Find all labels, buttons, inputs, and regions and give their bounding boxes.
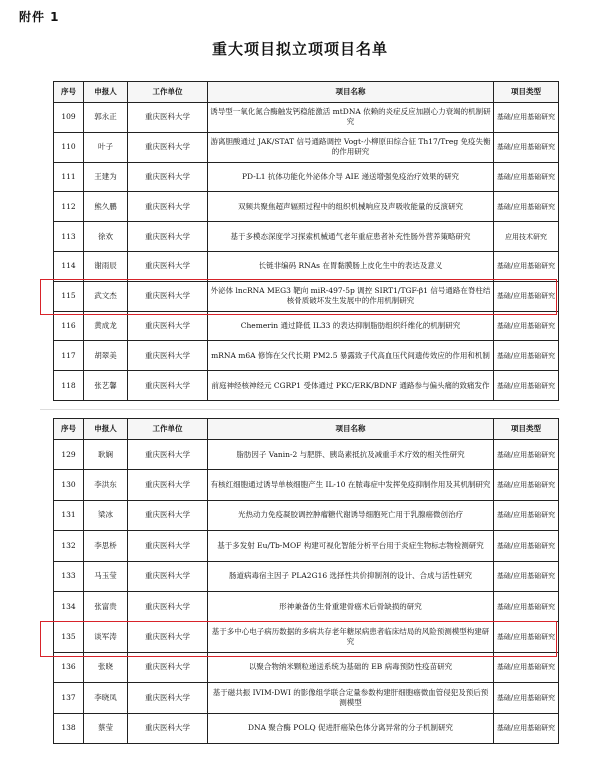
cell-number: 132 [54, 531, 84, 561]
cell-project-type: 基础/应用基础研究 [494, 561, 559, 591]
cell-unit: 重庆医科大学 [128, 683, 208, 713]
cell-unit: 重庆医科大学 [128, 591, 208, 621]
cell-project-name: mRNA m6A 修饰在父代长期 PM2.5 暴露致子代高血压代间遗传效应的作用和机制 [208, 341, 494, 371]
cell-project-name: 基于多模态深度学习探索机械通气老年重症患者补充性肠外营养策略研究 [208, 222, 494, 252]
cell-project-type: 基础/应用基础研究 [494, 341, 559, 371]
cell-applicant: 张晓 [84, 652, 128, 682]
table-row [54, 591, 559, 621]
cell-applicant: 徐欢 [84, 222, 128, 252]
cell-applicant: 谢雨辰 [84, 251, 128, 281]
table-row [54, 162, 559, 192]
cell-unit: 重庆医科大学 [128, 311, 208, 341]
table-header-row [54, 82, 559, 103]
cell-project-name: 基于磁共振 IVIM-DWI 的影像组学联合定量参数构建肝细胞癌微血管侵犯及预后预测模型 [208, 683, 494, 713]
cell-number: 109 [54, 103, 84, 133]
col-header-applicant: 申报人 [84, 419, 128, 440]
cell-project-name: 长链非编码 RNAs 在胃黏膜肠上皮化生中的表达及意义 [208, 251, 494, 281]
cell-applicant: 郭永正 [84, 103, 128, 133]
table-row [54, 561, 559, 591]
cell-unit: 重庆医科大学 [128, 132, 208, 162]
col-header-unit: 工作单位 [128, 419, 208, 440]
cell-project-name: 有核红细胞通过诱导单核细胞产生 IL-10 在脓毒症中发挥免疫抑制作用及其机制研究 [208, 470, 494, 500]
table-row [54, 622, 559, 652]
cell-number: 131 [54, 500, 84, 530]
cell-unit: 重庆医科大学 [128, 222, 208, 252]
cell-project-name: 以聚合物纳米颗粒递送系统为基础的 EB 病毒预防性疫苗研究 [208, 652, 494, 682]
cell-project-type: 基础/应用基础研究 [494, 531, 559, 561]
cell-applicant: 马玉莹 [84, 561, 128, 591]
cell-applicant: 叶子 [84, 132, 128, 162]
cell-applicant: 梁冰 [84, 500, 128, 530]
cell-project-name: 游离胆酸通过 JAK/STAT 信号通路调控 Vogt-小柳原田综合征 Th17/Treg 免疫失衡的作用研究 [208, 132, 494, 162]
table-row [54, 652, 559, 682]
cell-unit: 重庆医科大学 [128, 713, 208, 743]
cell-project-type: 基础/应用基础研究 [494, 281, 559, 311]
cell-applicant: 谈军涛 [84, 622, 128, 652]
cell-project-type: 基础/应用基础研究 [494, 440, 559, 470]
cell-number: 135 [54, 622, 84, 652]
table-row [54, 103, 559, 133]
cell-project-name: 脂肪因子 Vanin-2 与肥胖、胰岛素抵抗及减重手术疗效的相关性研究 [208, 440, 494, 470]
cell-unit: 重庆医科大学 [128, 192, 208, 222]
cell-unit: 重庆医科大学 [128, 531, 208, 561]
cell-number: 136 [54, 652, 84, 682]
cell-project-name: PD-L1 抗体功能化外泌体介导 AIE 递送增强免疫治疗效果的研究 [208, 162, 494, 192]
cell-number: 118 [54, 371, 84, 401]
cell-project-name: 诱导型一氧化氮合酶触发钙稳能激活 mtDNA 依赖的炎症反应加剧心力衰竭的机制研究 [208, 103, 494, 133]
col-header-no: 序号 [54, 82, 84, 103]
cell-unit: 重庆医科大学 [128, 251, 208, 281]
cell-unit: 重庆医科大学 [128, 162, 208, 192]
table-row [54, 500, 559, 530]
table-row [54, 192, 559, 222]
cell-project-type: 基础/应用基础研究 [494, 251, 559, 281]
cell-applicant: 李思桥 [84, 531, 128, 561]
cell-project-type: 基础/应用基础研究 [494, 500, 559, 530]
cell-project-type: 基础/应用基础研究 [494, 683, 559, 713]
cell-unit: 重庆医科大学 [128, 622, 208, 652]
col-header-type: 项目类型 [494, 82, 559, 103]
cell-project-name: 双频共聚焦超声辐照过程中的组织机械响应及声吸收能量的反演研究 [208, 192, 494, 222]
cell-number: 111 [54, 162, 84, 192]
cell-project-name: DNA 聚合酶 POLQ 促进肝癌染色体分离异常的分子机制研究 [208, 713, 494, 743]
table-row [54, 470, 559, 500]
table-row [54, 531, 559, 561]
table-row [54, 371, 559, 401]
cell-project-type: 基础/应用基础研究 [494, 162, 559, 192]
col-header-unit: 工作单位 [128, 82, 208, 103]
cell-unit: 重庆医科大学 [128, 440, 208, 470]
cell-number: 117 [54, 341, 84, 371]
cell-project-name: 基于多发射 Eu/Tb-MOF 构建可视化智能分析平台用于炎症生物标志物检测研究 [208, 531, 494, 561]
cell-project-name: 基于多中心电子病历数据的多病共存老年糖尿病患者临床结局的风险预测模型构建研究 [208, 622, 494, 652]
cell-project-name: 光热动力免疫凝胶调控肿瘤糖代谢诱导细胞死亡用于乳腺癌微创治疗 [208, 500, 494, 530]
cell-number: 134 [54, 591, 84, 621]
cell-applicant: 李晓凤 [84, 683, 128, 713]
cell-number: 129 [54, 440, 84, 470]
cell-applicant: 蔡莹 [84, 713, 128, 743]
cell-applicant: 黄成龙 [84, 311, 128, 341]
cell-project-type: 基础/应用基础研究 [494, 311, 559, 341]
cell-project-type: 基础/应用基础研究 [494, 470, 559, 500]
col-header-project: 项目名称 [208, 419, 494, 440]
table-row [54, 683, 559, 713]
cell-project-name: 肠道病毒宿主因子 PLA2G16 选择性共价抑制剂的设计、合成与活性研究 [208, 561, 494, 591]
cell-project-type: 基础/应用基础研究 [494, 591, 559, 621]
attachment-label: 附件 1 [19, 10, 60, 24]
cell-project-type: 基础/应用基础研究 [494, 371, 559, 401]
cell-applicant: 武文杰 [84, 281, 128, 311]
cell-project-name: 前庭神经核神经元 CGRP1 受体通过 PKC/ERK/BDNF 通路参与偏头痛的致痛发作 [208, 371, 494, 401]
cell-number: 110 [54, 132, 84, 162]
cell-applicant: 胡翠美 [84, 341, 128, 371]
table-row [54, 311, 559, 341]
cell-number: 130 [54, 470, 84, 500]
cell-unit: 重庆医科大学 [128, 281, 208, 311]
cell-project-type: 基础/应用基础研究 [494, 132, 559, 162]
cell-project-name: 外泌体 lncRNA MEG3 靶向 miR-497-5p 调控 SIRT1/TGF-β1 信号通路在脊柱结核骨质破坏发生发展中的作用机制研究 [208, 281, 494, 311]
table-row [54, 222, 559, 252]
cell-applicant: 王建为 [84, 162, 128, 192]
cell-applicant: 张艺馨 [84, 371, 128, 401]
cell-project-type: 基础/应用基础研究 [494, 192, 559, 222]
cell-number: 114 [54, 251, 84, 281]
cell-project-type: 基础/应用基础研究 [494, 713, 559, 743]
table-row [54, 341, 559, 371]
cell-unit: 重庆医科大学 [128, 500, 208, 530]
table-row [54, 251, 559, 281]
cell-project-type: 基础/应用基础研究 [494, 103, 559, 133]
cell-project-type: 基础/应用基础研究 [494, 652, 559, 682]
document-title: 重大项目拟立项项目名单 [211, 40, 388, 58]
cell-number: 137 [54, 683, 84, 713]
cell-number: 133 [54, 561, 84, 591]
cell-number: 113 [54, 222, 84, 252]
col-header-project: 项目名称 [208, 82, 494, 103]
cell-project-type: 应用技术研究 [494, 222, 559, 252]
cell-number: 112 [54, 192, 84, 222]
cell-applicant: 张富贵 [84, 591, 128, 621]
page-divider [40, 409, 560, 410]
cell-project-name: 形神兼备仿生骨重建骨癌术后骨缺损的研究 [208, 591, 494, 621]
project-table-2 [53, 418, 559, 744]
cell-number: 116 [54, 311, 84, 341]
cell-unit: 重庆医科大学 [128, 652, 208, 682]
cell-number: 115 [54, 281, 84, 311]
cell-unit: 重庆医科大学 [128, 103, 208, 133]
col-header-type: 项目类型 [494, 419, 559, 440]
cell-project-name: Chemerin 通过降低 IL33 的表达抑制脂肪组织纤维化的机制研究 [208, 311, 494, 341]
cell-number: 138 [54, 713, 84, 743]
cell-applicant: 李洪东 [84, 470, 128, 500]
project-table-1 [53, 81, 559, 401]
cell-applicant: 熊久鹏 [84, 192, 128, 222]
table-row [54, 440, 559, 470]
cell-unit: 重庆医科大学 [128, 341, 208, 371]
cell-unit: 重庆医科大学 [128, 561, 208, 591]
col-header-no: 序号 [54, 419, 84, 440]
col-header-applicant: 申报人 [84, 82, 128, 103]
table-header-row [54, 419, 559, 440]
table-row [54, 132, 559, 162]
cell-unit: 重庆医科大学 [128, 371, 208, 401]
cell-unit: 重庆医科大学 [128, 470, 208, 500]
table-row [54, 713, 559, 743]
cell-applicant: 耿娴 [84, 440, 128, 470]
cell-project-type: 基础/应用基础研究 [494, 622, 559, 652]
table-row [54, 281, 559, 311]
